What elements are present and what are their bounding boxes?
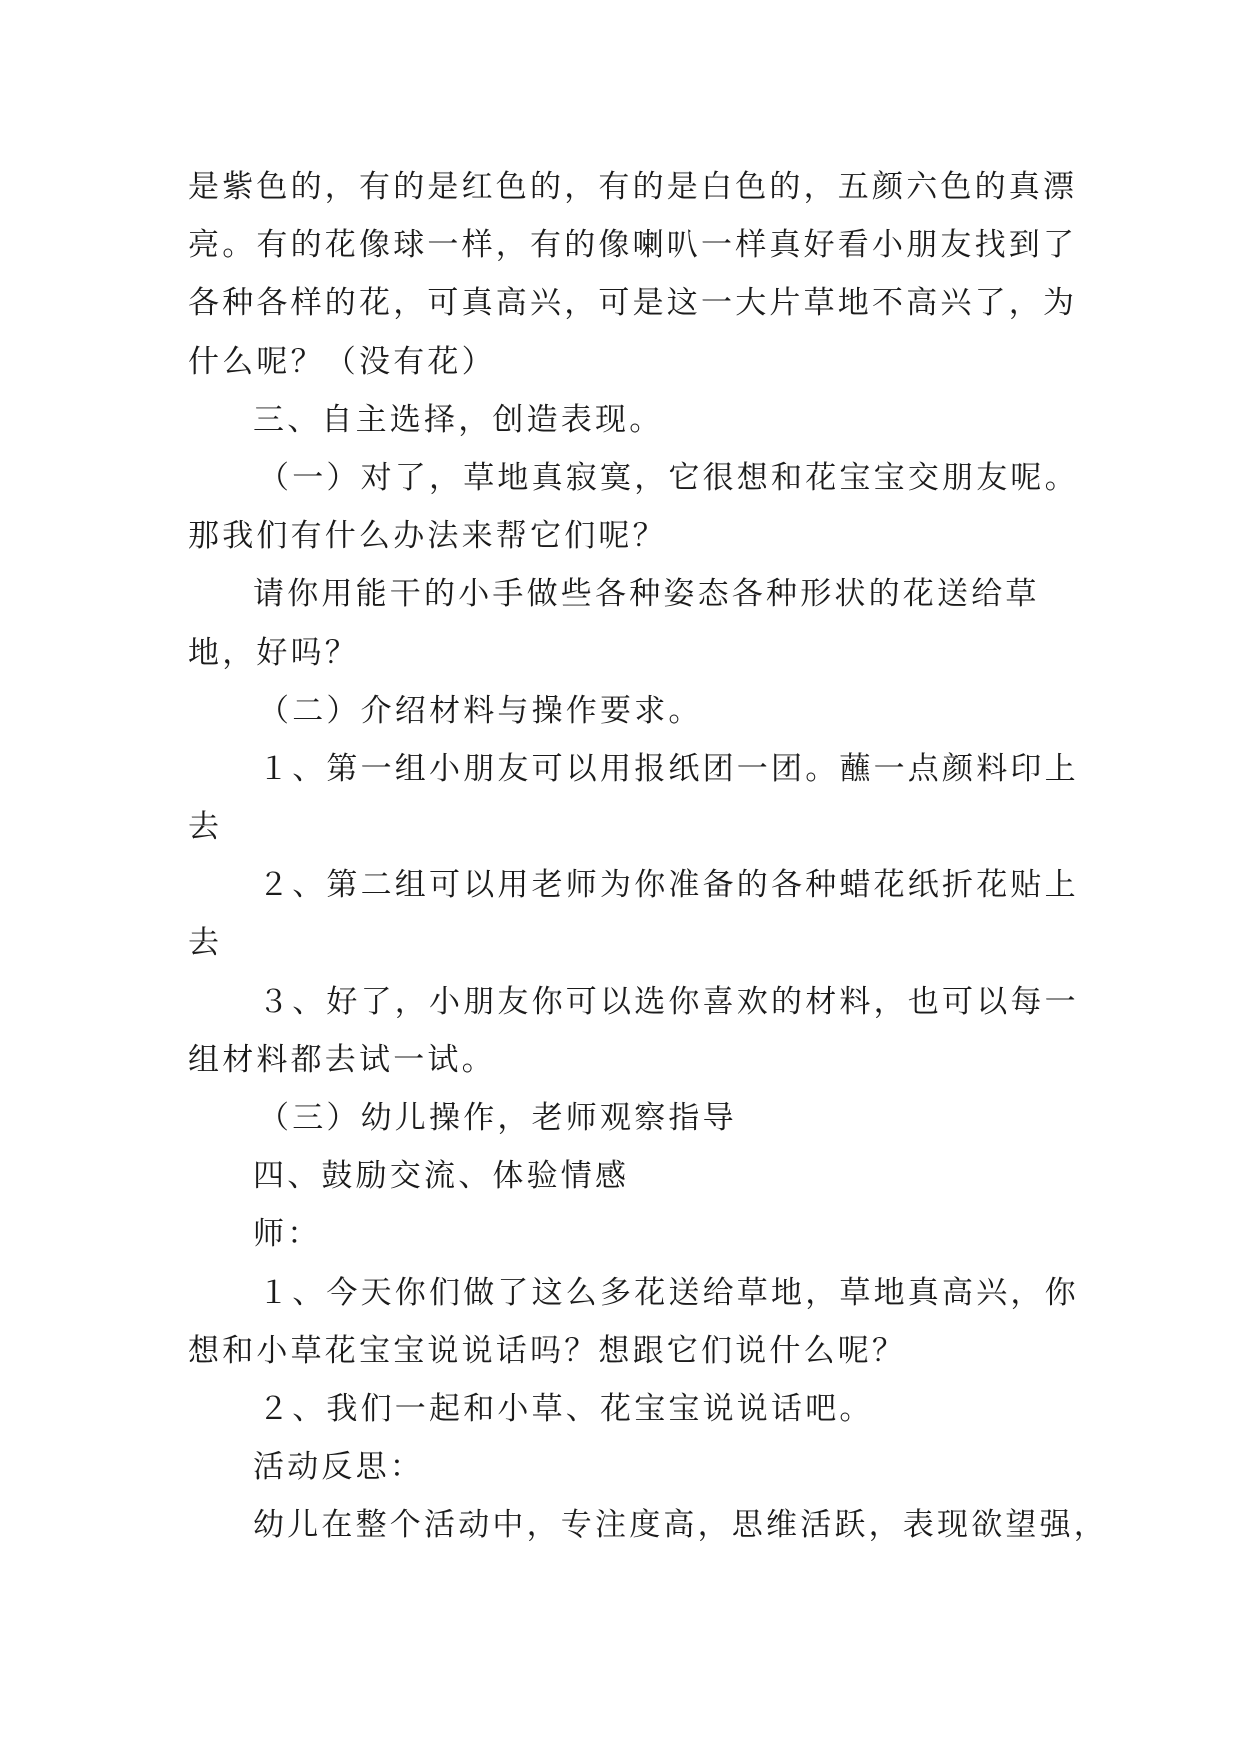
list-item-text: １、今天你们做了这么多花送给草地，草地真高兴，你 xyxy=(258,1274,1079,1311)
paragraph-text: 请你用能干的小手做些各种姿态各种形状的花送给草 xyxy=(253,576,1040,613)
text-line: 想和小草花宝宝说说话吗？想跟它们说什么呢？ xyxy=(188,1332,907,1369)
text-line: 组材料都去试一试。 xyxy=(188,1041,496,1078)
text-line: 亮。有的花像球一样，有的像喇叭一样真好看小朋友找到了 xyxy=(188,227,1078,264)
text-line: 各种各样的花，可真高兴，可是这一大片草地不高兴了，为 xyxy=(188,285,1078,322)
list-item-text: １、第一组小朋友可以用报纸团一团。蘸一点颜料印上 xyxy=(258,750,1079,787)
paragraph-text: 幼儿在整个活动中，专注度高，思维活跃，表现欲望强， xyxy=(253,1507,1108,1544)
list-item-text: ２、我们一起和小草、花宝宝说说话吧。 xyxy=(258,1390,874,1427)
text-line: 去 xyxy=(188,809,223,846)
text-line: 是紫色的，有的是红色的，有的是白色的，五颜六色的真漂 xyxy=(188,169,1078,205)
subsection-heading: （三）幼儿操作，老师观察指导 xyxy=(258,1100,737,1136)
text-line: 什么呢？（没有花） xyxy=(188,343,496,380)
subsection-text: （一）对了，草地真寂寞，它很想和花宝宝交朋友呢。 xyxy=(258,459,1079,496)
text-line: 地，好吗？ xyxy=(188,634,359,671)
section-heading: 三、自主选择，创造表现。 xyxy=(253,401,664,438)
section-heading: 活动反思： xyxy=(253,1449,424,1486)
section-heading: 四、鼓励交流、体验情感 xyxy=(253,1158,630,1195)
list-item-text: ２、第二组可以用老师为你准备的各种蜡花纸折花贴上 xyxy=(258,867,1079,904)
text-line: 那我们有什么办法来帮它们呢？ xyxy=(188,518,667,555)
speaker-label: 师： xyxy=(253,1216,322,1253)
list-item-text: ３、好了，小朋友你可以选你喜欢的材料，也可以每一 xyxy=(258,983,1079,1020)
text-line: 去 xyxy=(188,925,223,962)
subsection-heading: （二）介绍材料与操作要求。 xyxy=(258,692,703,729)
document-body xyxy=(188,158,1108,1555)
